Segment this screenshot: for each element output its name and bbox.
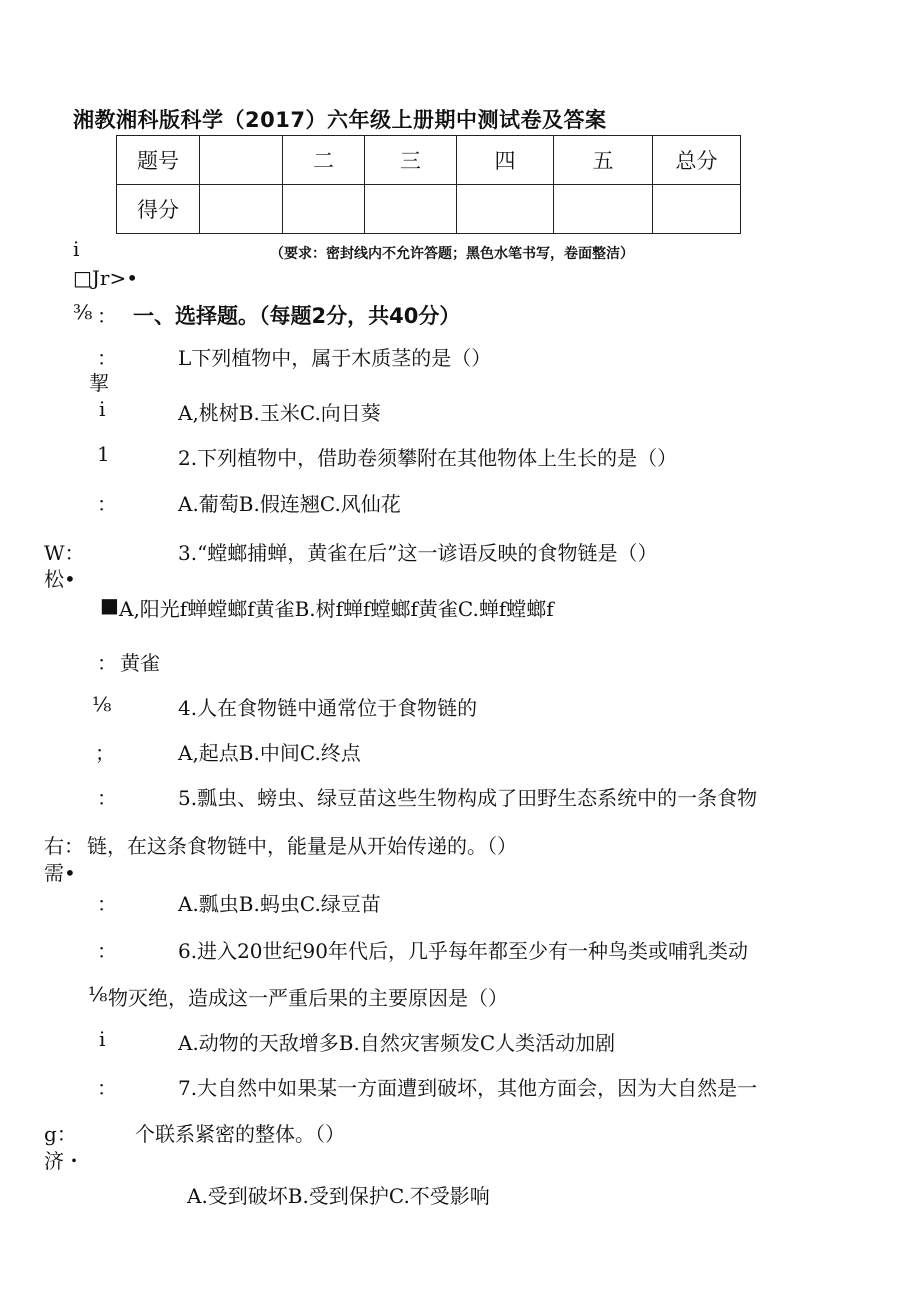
score-table-cell: 题号 — [117, 136, 200, 185]
score-table-cell: 得分 — [117, 185, 200, 234]
question-1-options: A,桃树B.玉米C.向日葵 — [178, 401, 381, 425]
section-title: 一、选择题。（每题2分，共40分） — [133, 304, 461, 328]
margin-mark: ： — [97, 1076, 117, 1100]
score-table-cell — [457, 185, 554, 234]
margin-mark: W： — [44, 541, 85, 565]
margin-mark: □Jr>• — [73, 266, 139, 290]
question-2-options: A.葡萄B.假连翘C.风仙花 — [178, 492, 401, 516]
score-table-cell: 二 — [283, 136, 365, 185]
margin-mark: ： — [97, 786, 117, 810]
question-7-continued: 个联系紧密的整体。（） — [135, 1122, 345, 1146]
margin-mark: ⅜ — [73, 300, 93, 324]
margin-mark: ： — [97, 892, 117, 916]
score-table-cell — [365, 185, 457, 234]
margin-mark: 1 — [97, 442, 110, 466]
margin-mark: ： — [97, 346, 117, 370]
question-6: 6.进入20世纪90年代后，几乎每年都至少有一种鸟类或哺乳类动 — [178, 939, 748, 963]
question-3-options-continued: 黄雀 — [120, 651, 160, 675]
margin-mark: ⅛ — [92, 692, 112, 716]
score-table-cell: 四 — [457, 136, 554, 185]
question-3: 3.“螳螂捕蝉，黄雀在后”这一谚语反映的食物链是（） — [178, 541, 658, 565]
score-table-cell: 五 — [554, 136, 653, 185]
question-3-options: A,阳光f蝉螳螂f黄雀B.树f蝉f螳螂f黄雀C.蝉f螳螂f — [119, 597, 554, 621]
margin-mark: 济・ — [44, 1149, 84, 1173]
score-table-cell: 总分 — [653, 136, 741, 185]
margin-mark: ： — [97, 492, 117, 516]
score-table-cell — [653, 185, 741, 234]
score-table-cell — [554, 185, 653, 234]
margin-mark: 松• — [44, 567, 76, 591]
margin-mark: ： — [97, 939, 117, 963]
margin-mark: i — [99, 1027, 106, 1051]
question-2: 2.下列植物中，借助卷须攀附在其他物体上生长的是（） — [178, 446, 678, 470]
margin-mark: ： — [97, 651, 117, 675]
question-6-options: A.动物的天敌增多B.自然灾害频发C人类活动加剧 — [178, 1031, 616, 1055]
document-title: 湘教湘科版科学（2017）六年级上册期中测试卷及答案 — [73, 108, 607, 132]
margin-mark: 挈 — [89, 371, 109, 395]
margin-mark: 需• — [44, 861, 76, 885]
margin-mark: g： — [44, 1122, 77, 1146]
question-4-options: A,起点B.中间C.终点 — [178, 741, 361, 765]
score-table-header-row — [117, 136, 741, 185]
question-5-options: A.瓢虫B.蚂虫C.绿豆苗 — [178, 892, 381, 916]
question-5: 5.瓢虫、螃虫、绿豆苗这些生物构成了田野生态系统中的一条食物 — [178, 786, 758, 810]
question-1: L下列植物中，属于木质茎的是（） — [178, 346, 492, 370]
question-6-continued: 物灭绝，造成这一严重后果的主要原因是（） — [108, 986, 508, 1010]
question-7-options: A.受到破坏B.受到保护C.不受影响 — [187, 1184, 490, 1208]
margin-mark: ⅛ — [88, 982, 108, 1006]
score-table-cell — [200, 185, 283, 234]
score-table-cell: 三 — [365, 136, 457, 185]
margin-mark: i — [73, 237, 80, 261]
score-table-cell — [283, 185, 365, 234]
exam-instructions-note: （要求：密封线内不允许答题；黑色水笔书写，卷面整洁） — [270, 246, 634, 262]
question-7: 7.大自然中如果某一方面遭到破坏，其他方面会，因为大自然是一 — [178, 1076, 758, 1100]
score-table — [116, 135, 741, 234]
score-table-score-row — [117, 185, 741, 234]
margin-mark: ： — [97, 304, 117, 328]
margin-mark: ■ — [100, 593, 119, 617]
margin-mark: 右： — [44, 834, 84, 858]
question-4: 4.人在食物链中通常位于食物链的 — [178, 696, 478, 720]
margin-mark: i — [99, 397, 106, 421]
score-table-cell — [200, 136, 283, 185]
question-5-continued: 链，在这条食物链中，能量是从开始传递的。（） — [87, 834, 517, 858]
margin-mark: ； — [95, 741, 115, 765]
